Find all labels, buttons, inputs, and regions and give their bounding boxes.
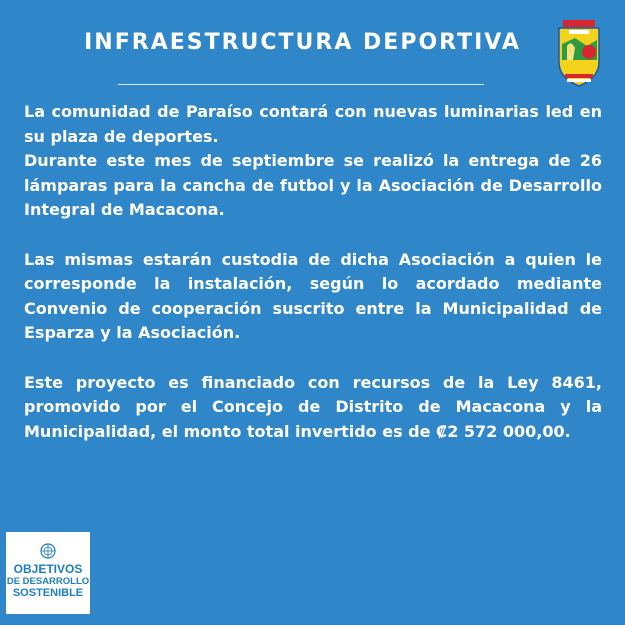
custody-paragraph: Las mismas estarán custodia de dicha Asociación a quien le corresponde la instalación, según lo acordado mediante Convenio de cooperación suscrito entre la Municipalidad de Esparza y la Asociación. <box>24 249 602 343</box>
announcement-text <box>24 100 602 444</box>
page-title: INFRAESTRUCTURA DEPORTIVA <box>84 30 521 55</box>
un-emblem-icon <box>39 542 57 560</box>
intro-line: La comunidad de Paraíso contará con nuevas luminarias led en su plaza de deportes. <box>24 102 602 146</box>
title-divider <box>118 84 484 85</box>
sdg-line-2: DE DESARROLLO <box>6 576 90 587</box>
sdg-logo <box>6 532 90 614</box>
municipal-crest-icon <box>553 18 605 90</box>
sdg-line-3: SOSTENIBLE <box>12 587 84 599</box>
sdg-line-1: OBJETIVOS <box>13 562 83 576</box>
delivery-line: Durante este mes de septiembre se realizó la entrega de 26 lámparas para la cancha de futbol y la Asociación de Desarrollo Integral de Macacona. <box>24 151 602 220</box>
funding-paragraph: Este proyecto es financiado con recursos de la Ley 8461, promovido por el Concejo de Distrito de Macacona y la Municipalidad, el monto total invertido es de ₡2 572 000,00. <box>24 372 602 441</box>
